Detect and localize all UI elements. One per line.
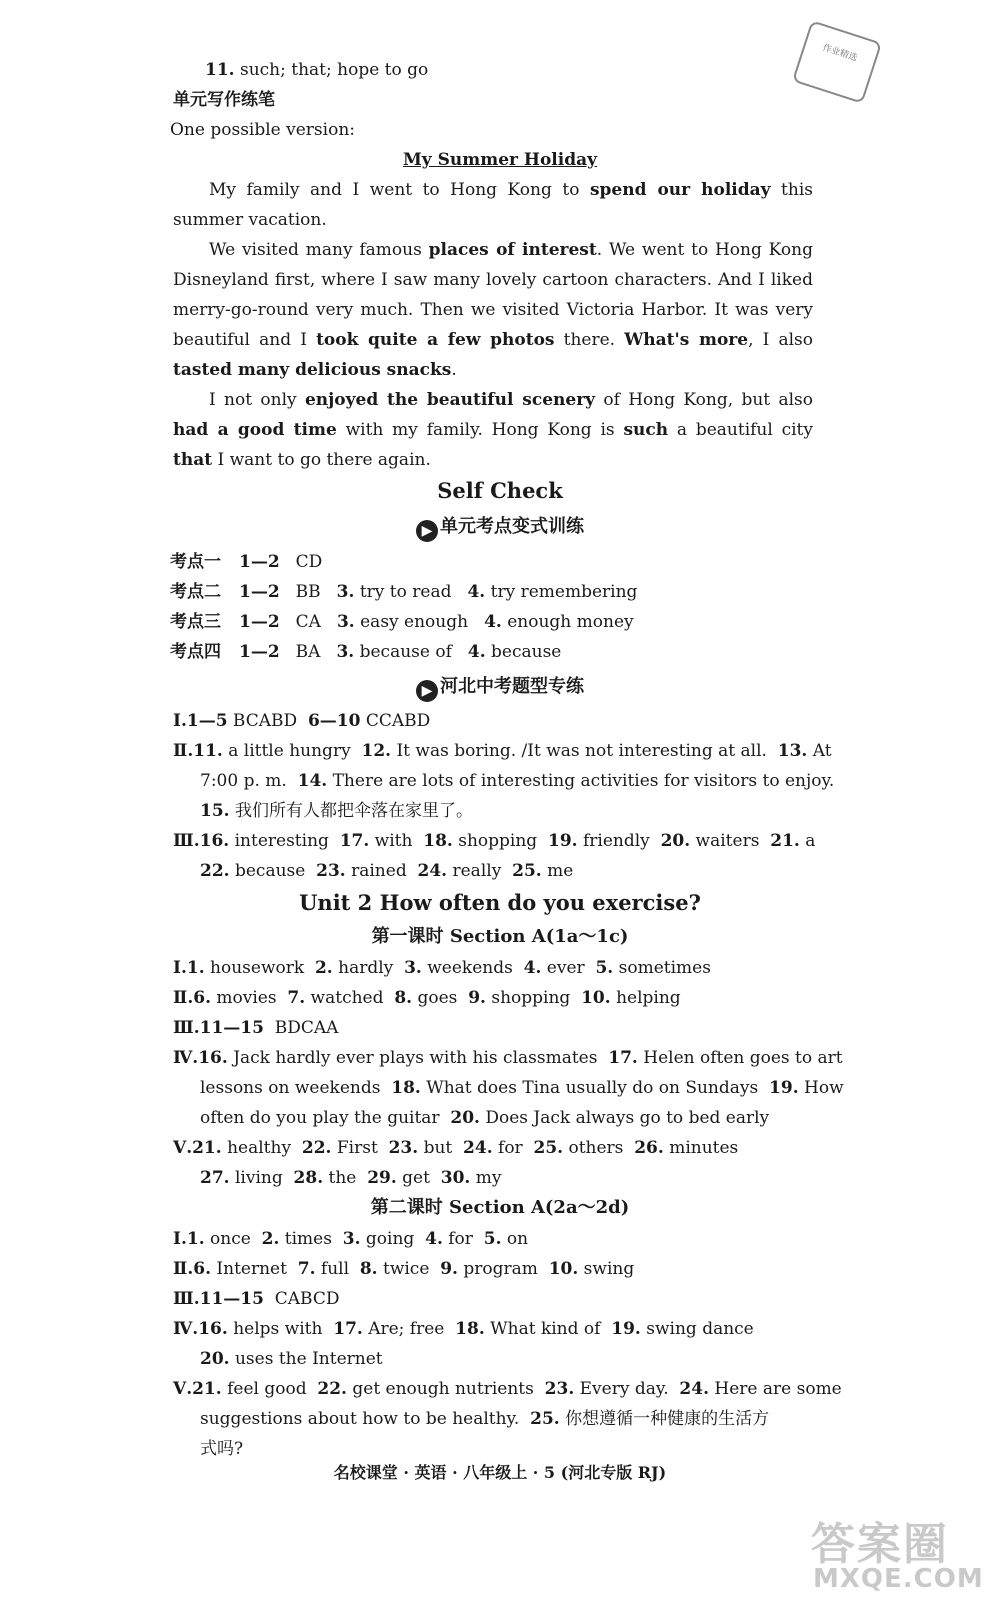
answer-line [173, 826, 815, 856]
item-number: 3. [336, 642, 355, 662]
essay-title-text: My Summer Holiday [402, 150, 597, 170]
item-number: 22. [317, 1379, 347, 1399]
item-number: 17. [608, 1048, 638, 1068]
essay-paragraph-1 [173, 175, 813, 235]
item-number: Ⅳ.16. [173, 1048, 228, 1068]
item-answer: Are; free [362, 1319, 456, 1339]
answer-line [200, 1163, 501, 1193]
item-number: 24. [417, 861, 448, 881]
answer-line [173, 706, 430, 736]
item-number: 24. [679, 1379, 709, 1399]
lesson-2-title: 第二课时 Section A(2a～2d) [370, 1197, 630, 1218]
item-answer: First [331, 1138, 389, 1158]
essay-paragraph-3 [173, 385, 813, 475]
item-number: 22. [200, 861, 230, 881]
item-number: 8. [359, 1259, 378, 1279]
item-answer: sometimes [613, 958, 711, 978]
item-answer: minutes [663, 1138, 739, 1158]
item-answer: a [799, 831, 816, 851]
page-footer: 名校课堂 · 英语 · 八年级上 · 5 (河北专版 RJ) [333, 1463, 667, 1482]
item-answer: There are lots of interesting activities for visitors to enjoy. [327, 771, 835, 791]
item-answer: shopping [452, 831, 548, 851]
item-number: 17. [339, 831, 370, 851]
item-number: 26. [634, 1138, 664, 1158]
text-run: . [451, 360, 457, 380]
kaodian-row [170, 547, 322, 577]
item-number: 12. [361, 741, 392, 761]
item-number: Ⅰ.1—5 [173, 711, 228, 731]
text-run: We visited many famous [209, 240, 429, 260]
item-number: Ⅲ.11—15 [173, 1018, 264, 1038]
item-number: Ⅰ.1. [173, 958, 205, 978]
answer-line [173, 1314, 754, 1344]
item-answer: try remembering [485, 582, 638, 602]
item-number: 20. [450, 1108, 480, 1128]
bold-phrase: such [623, 420, 669, 440]
answer-line [200, 1344, 383, 1374]
section-heading-text: 河北中考题型专练 [440, 676, 584, 697]
item-number: 22. [301, 1138, 332, 1158]
item-number: Ⅳ.16. [173, 1319, 228, 1339]
item-answer: easy enough [354, 612, 469, 632]
item-number: 29. [367, 1168, 397, 1188]
essay-paragraph-2 [173, 235, 813, 385]
item-answer: because [229, 861, 317, 881]
item-answer: rained [345, 861, 418, 881]
kaodian-row [170, 577, 637, 607]
essay-title [0, 145, 1000, 175]
item-number: 2. [261, 1229, 280, 1249]
item-number: 20. [660, 831, 691, 851]
section-heading-kaodian [0, 512, 1000, 542]
section-heading-hebei [0, 672, 1000, 702]
item-number: 25. [533, 1138, 564, 1158]
item-answer: often do you play the guitar [200, 1108, 451, 1128]
bold-phrase: took quite a few photos [316, 330, 555, 350]
stamp-text: 作业精选 [821, 43, 859, 64]
answer-line [173, 1284, 339, 1314]
item-answer: because [485, 642, 562, 662]
item-number: 9. [468, 988, 486, 1008]
item-answer: 你想遵循一种健康的生活方 [559, 1409, 770, 1429]
item-number: 10. [581, 988, 611, 1008]
answer-line [173, 1374, 842, 1404]
item-number: 23. [544, 1379, 575, 1399]
item-answer: program [457, 1259, 549, 1279]
item-number: 4. [484, 612, 502, 632]
answer-line [200, 766, 834, 796]
kaodian-label: 考点二 [170, 582, 221, 602]
item-answer: CCABD [360, 711, 431, 731]
item-number: 7. [297, 1259, 316, 1279]
answer-line [200, 1404, 769, 1434]
bold-phrase: tasted many delicious snacks [173, 360, 452, 380]
possible-version-label: One possible version: [170, 120, 355, 140]
text-run: , I also [748, 330, 814, 350]
item-number: 3. [342, 1229, 361, 1249]
item-number: 5. [595, 958, 614, 978]
item-answer: uses the Internet [229, 1349, 383, 1369]
kaodian-range: 1—2 [239, 582, 280, 602]
item-answer: ever [541, 958, 596, 978]
site-watermark [805, 1508, 990, 1598]
item-number: 2. [314, 958, 333, 978]
item-number: 4. [467, 642, 486, 662]
item-answer: really [447, 861, 513, 881]
item-number: 24. [463, 1138, 493, 1158]
text-run: a beautiful city [668, 420, 813, 440]
item-answer: for [492, 1138, 534, 1158]
item-text: such; that; hope to go [234, 60, 429, 80]
item-number: 25. [512, 861, 542, 881]
item-number: 19. [611, 1319, 641, 1339]
kaodian-range: 1—2 [239, 612, 280, 632]
chevron-right-icon: ▶ [416, 520, 438, 542]
unit-writing-heading: 单元写作练笔 [173, 90, 275, 110]
item-number: 3. [336, 612, 355, 632]
item-number: 28. [293, 1168, 324, 1188]
kaodian-label: 考点三 [170, 612, 221, 632]
item-answer: get [396, 1168, 441, 1188]
item-number: Ⅰ.1. [173, 1229, 205, 1249]
answer-line [173, 1013, 338, 1043]
answer-line-11 [205, 55, 428, 85]
item-answer: Does Jack always go to bed early [479, 1108, 770, 1128]
answer-line [173, 983, 681, 1013]
item-number: 3. [336, 582, 355, 602]
kaodian-range: 1—2 [239, 552, 280, 572]
item-answer: get enough nutrients [346, 1379, 545, 1399]
item-number: 4. [523, 958, 542, 978]
item-number: 23. [388, 1138, 419, 1158]
text-run: of Hong Kong, but also [595, 390, 813, 410]
kaodian-row [170, 637, 561, 667]
bold-phrase: enjoyed the beautiful scenery [304, 390, 596, 410]
bold-phrase: had a good time [173, 420, 337, 440]
item-answer: suggestions about how to be healthy. [200, 1409, 531, 1429]
item-answer: It was boring. /It was not interesting at all. [391, 741, 778, 761]
item-answer: watched [305, 988, 395, 1008]
item-answer: helping [610, 988, 681, 1008]
item-answer: 式吗? [200, 1439, 244, 1459]
item-number: 8. [394, 988, 413, 1008]
item-number: 7. [287, 988, 306, 1008]
item-number: 13. [777, 741, 808, 761]
item-answer: a little hungry [222, 741, 362, 761]
item-answer: the [323, 1168, 368, 1188]
item-number: 20. [200, 1349, 230, 1369]
item-answer: twice [377, 1259, 441, 1279]
item-number: 18. [423, 831, 453, 851]
item-number: 18. [391, 1078, 421, 1098]
answer-line [173, 1133, 738, 1163]
item-answer: my [470, 1168, 502, 1188]
item-answer: What does Tina usually do on Sundays [420, 1078, 770, 1098]
item-number: 3. [404, 958, 422, 978]
item-number: 25. [530, 1409, 560, 1429]
watermark-line-1: 答案圈 [811, 1519, 949, 1570]
kaodian-answer: BB [295, 582, 321, 602]
item-answer: 7:00 p. m. [200, 771, 298, 791]
item-answer: shopping [485, 988, 582, 1008]
kaodian-answer: CA [295, 612, 321, 632]
item-number: Ⅱ.11. [173, 741, 223, 761]
bold-phrase: places of interest [428, 240, 597, 260]
item-answer: BCABD [227, 711, 308, 731]
item-number: Ⅱ.6. [173, 988, 211, 1008]
item-number: 19. [769, 1078, 799, 1098]
item-number: Ⅴ.21. [173, 1138, 222, 1158]
item-answer: waiters [690, 831, 771, 851]
watermark-line-2: MXQE.COM [813, 1564, 984, 1594]
item-answer: helps with [227, 1319, 334, 1339]
item-answer: How [798, 1078, 844, 1098]
item-answer: movies [211, 988, 288, 1008]
item-answer: Every day. [574, 1379, 680, 1399]
item-number: 15. [200, 801, 230, 821]
item-answer: others [563, 1138, 635, 1158]
item-number: 11. [205, 60, 235, 80]
kaodian-row [170, 607, 634, 637]
item-number: 18. [455, 1319, 485, 1339]
item-number: 10. [548, 1259, 579, 1279]
answer-line [200, 1103, 769, 1133]
item-answer: housework [204, 958, 315, 978]
item-answer: living [229, 1168, 294, 1188]
item-number: 14. [297, 771, 328, 791]
kaodian-label: 考点一 [170, 552, 221, 572]
item-number: 30. [440, 1168, 471, 1188]
kaodian-range: 1—2 [239, 642, 280, 662]
item-answer: BDCAA [263, 1018, 339, 1038]
text-run: with my family. Hong Kong is [336, 420, 624, 440]
item-answer: weekends [421, 958, 524, 978]
item-answer: for [442, 1229, 484, 1249]
answer-line [200, 796, 473, 826]
item-answer: swing [578, 1259, 635, 1279]
unit-title: Unit 2 How often do you exercise? [299, 890, 701, 915]
item-answer: At [807, 741, 832, 761]
answer-line [173, 1254, 634, 1284]
answer-line [200, 1073, 844, 1103]
item-number: 21. [770, 831, 800, 851]
bold-phrase: What's more [624, 330, 749, 350]
bold-phrase: spend our holiday [589, 180, 771, 200]
item-answer: try to read [354, 582, 452, 602]
item-number: Ⅴ.21. [173, 1379, 222, 1399]
self-check-title: Self Check [437, 478, 563, 503]
item-answer: swing dance [640, 1319, 754, 1339]
kaodian-answer: CD [295, 552, 323, 572]
item-answer: but [418, 1138, 464, 1158]
item-answer: CABCD [263, 1289, 340, 1309]
item-answer: with [369, 831, 424, 851]
answer-line [173, 953, 711, 983]
item-answer: full [315, 1259, 360, 1279]
kaodian-answer: BA [295, 642, 321, 662]
item-answer: goes [412, 988, 469, 1008]
answer-line [173, 736, 832, 766]
item-number: 5. [483, 1229, 502, 1249]
lesson-1-title: 第一课时 Section A(1a～1c) [371, 926, 629, 947]
answer-line [173, 1224, 528, 1254]
text-run: . We went to Hong Kong Disneyland first, where I saw many lovely cartoon characters. And I liked merry-go-round very much. Then we visited Victoria Harbor. It was very beautiful and I [173, 240, 813, 350]
item-answer: feel good [221, 1379, 318, 1399]
item-answer: once [204, 1229, 262, 1249]
item-number: 6—10 [307, 711, 361, 731]
item-answer: 我们所有人都把伞落在家里了。 [229, 801, 473, 821]
item-number: 17. [333, 1319, 363, 1339]
item-answer: Jack hardly ever plays with his classmates [227, 1048, 609, 1068]
text-run: My family and I went to Hong Kong to [209, 180, 590, 200]
item-answer: going [360, 1229, 426, 1249]
item-answer: Helen often goes to art [637, 1048, 843, 1068]
text-run: I want to go there again. [212, 450, 431, 470]
chevron-right-icon: ▶ [416, 680, 438, 702]
item-number: 23. [316, 861, 346, 881]
item-answer: lessons on weekends [200, 1078, 392, 1098]
item-answer: because of [354, 642, 452, 662]
text-run: this summer vacation. [173, 180, 813, 230]
item-number: 19. [548, 831, 578, 851]
item-answer: me [541, 861, 574, 881]
item-number: Ⅲ.11—15 [173, 1289, 264, 1309]
item-answer: hardly [332, 958, 405, 978]
text-run: I not only [209, 390, 305, 410]
item-answer: interesting [229, 831, 340, 851]
item-answer: enough money [501, 612, 634, 632]
item-answer: on [501, 1229, 529, 1249]
item-number: Ⅱ.6. [173, 1259, 211, 1279]
item-answer: friendly [577, 831, 661, 851]
item-answer: Internet [211, 1259, 298, 1279]
item-answer: healthy [221, 1138, 302, 1158]
item-answer: Here are some [709, 1379, 842, 1399]
item-answer: times [279, 1229, 343, 1249]
item-number: 27. [200, 1168, 230, 1188]
answer-line [173, 1043, 843, 1073]
item-number: 4. [425, 1229, 443, 1249]
item-number: Ⅲ.16. [173, 831, 230, 851]
corner-stamp [792, 20, 882, 104]
answer-line [200, 856, 573, 886]
bold-phrase: that [173, 450, 213, 470]
section-heading-text: 单元考点变式训练 [440, 516, 584, 537]
item-answer: What kind of [484, 1319, 612, 1339]
kaodian-label: 考点四 [170, 642, 221, 662]
text-run: there. [554, 330, 625, 350]
item-number: 4. [467, 582, 486, 602]
item-number: 9. [440, 1259, 458, 1279]
